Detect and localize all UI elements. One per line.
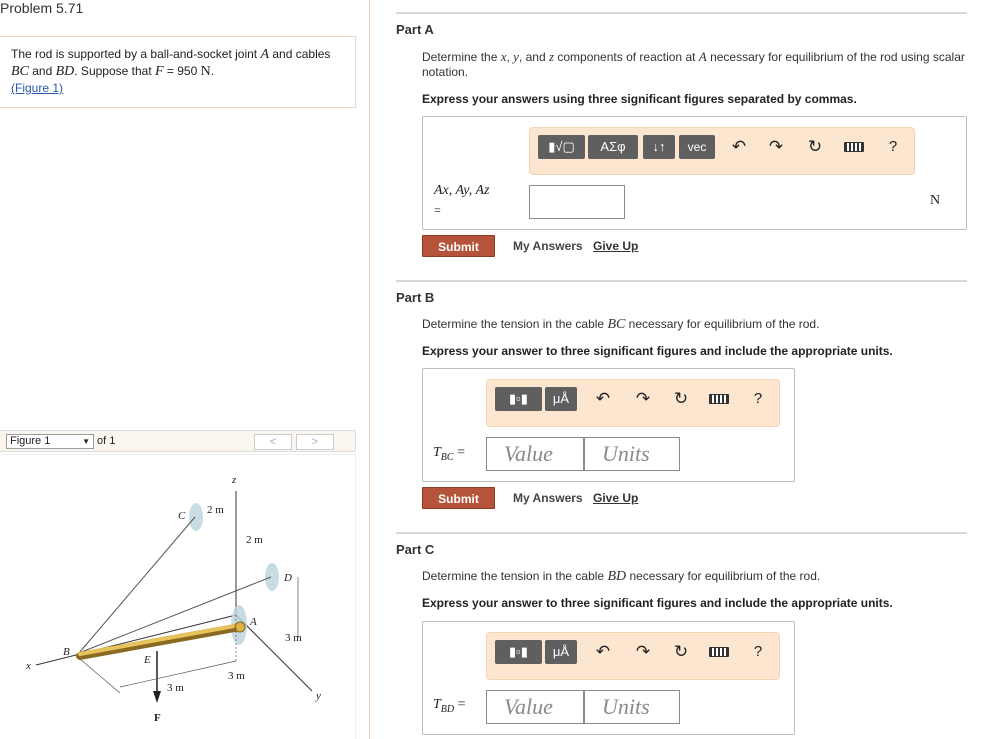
part-c-variable-label xyxy=(433,697,466,715)
figure-navigation-bar xyxy=(0,430,356,452)
problem-text-4: . Suppose that xyxy=(74,64,155,78)
dim-3m-b: 3 m xyxy=(228,670,245,682)
part-a-rule xyxy=(396,12,967,14)
problem-statement xyxy=(11,46,341,96)
template-icon: ▮▫▮ xyxy=(509,391,528,406)
part-a-instruction: Express your answers using three significant figures separated by commas. xyxy=(422,92,857,106)
column-divider xyxy=(369,0,370,739)
dim-2m-b: 2 m xyxy=(246,534,263,546)
part-c-q2: necessary for equilibrium of the rod. xyxy=(626,569,821,583)
part-a-qy: y xyxy=(513,49,519,64)
part-c-title: Part C xyxy=(396,542,435,557)
part-a-answer-input[interactable] xyxy=(529,185,625,219)
part-c-units-input[interactable]: Units xyxy=(584,690,680,724)
part-b-equals: = xyxy=(453,445,465,460)
part-a-q2: , xyxy=(506,50,514,64)
support-d xyxy=(265,563,279,591)
x-axis-label: x xyxy=(26,660,31,672)
part-c-instruction: Express your answer to three significant figures and include the appropriate units. xyxy=(422,596,893,610)
part-b-variable-label xyxy=(433,445,465,463)
rod-cable-figure xyxy=(0,455,356,739)
part-b-rule xyxy=(396,280,967,282)
part-c-var-t: T xyxy=(433,697,441,712)
problem-text-2: and cables xyxy=(269,47,331,61)
point-b-label: B xyxy=(63,646,70,658)
keyboard-icon[interactable] xyxy=(844,142,864,152)
dropdown-arrow-icon: ▼ xyxy=(82,437,90,446)
units-button[interactable]: μÅ xyxy=(545,387,577,411)
force-f-arrow-icon xyxy=(153,691,161,703)
part-b-var-t: T xyxy=(433,445,441,460)
part-a-equals: = xyxy=(434,203,441,217)
figure-select-value: Figure 1 xyxy=(10,435,51,447)
undo-icon[interactable]: ↶ xyxy=(595,389,611,408)
part-c-qv: BD xyxy=(607,569,627,584)
unit-n: N xyxy=(200,64,211,79)
part-a-toolbar xyxy=(529,127,915,175)
part-a-give-up[interactable]: Give Up xyxy=(593,239,639,253)
part-b-submit-button[interactable]: Submit xyxy=(422,487,495,509)
y-axis xyxy=(236,615,312,691)
part-c-toolbar xyxy=(486,632,780,680)
reset-icon[interactable]: ↻ xyxy=(673,389,689,408)
force-f-label: F xyxy=(154,712,161,724)
part-b-answer-box xyxy=(422,368,795,482)
vector-button[interactable]: vec xyxy=(679,135,715,159)
part-b-var-sub: BC xyxy=(440,451,454,463)
part-b-q2: necessary for equilibrium of the rod. xyxy=(625,317,820,331)
help-button[interactable]: ? xyxy=(753,390,763,407)
part-b-instruction: Express your answer to three significant figures and include the appropriate units. xyxy=(422,344,893,358)
problem-text-5: = 950 xyxy=(163,64,201,78)
part-a-my-answers[interactable]: My Answers xyxy=(513,239,583,253)
part-b-value-input[interactable]: Value xyxy=(486,437,584,471)
problem-statement-box xyxy=(0,36,356,108)
part-a-variable-label: Ax, Ay, Az xyxy=(434,183,490,198)
part-c-rule xyxy=(396,532,967,534)
problem-title: Problem 5.71 xyxy=(0,0,84,16)
ball-joint xyxy=(235,622,245,632)
keyboard-icon[interactable] xyxy=(709,394,729,404)
templates-button[interactable] xyxy=(538,135,585,159)
part-a-qx: x xyxy=(500,49,507,64)
var-bc: BC xyxy=(11,64,29,79)
part-a-q5: necessary for equilibrium of the rod using scalar notation. xyxy=(422,50,965,79)
part-c-equals: = xyxy=(454,697,466,712)
part-a-q4: components of reaction at xyxy=(554,50,699,64)
z-axis-label: z xyxy=(232,474,237,486)
figure-link[interactable]: (Figure 1) xyxy=(11,81,64,95)
part-b-qv: BC xyxy=(607,317,626,332)
part-c-q1: Determine the tension in the cable xyxy=(422,569,608,583)
keyboard-icon[interactable] xyxy=(709,647,729,657)
undo-icon[interactable]: ↶ xyxy=(595,642,611,661)
point-d-label: D xyxy=(284,572,292,584)
part-a-question xyxy=(422,49,967,80)
redo-icon[interactable]: ↷ xyxy=(635,389,651,408)
point-a-label: A xyxy=(250,616,257,628)
point-c-label: C xyxy=(178,510,186,522)
part-a-qa: A xyxy=(698,49,707,64)
cable-bc xyxy=(79,517,195,653)
help-button[interactable]: ? xyxy=(888,138,898,155)
figure-area xyxy=(0,454,356,739)
var-a: A xyxy=(260,47,270,62)
redo-icon[interactable]: ↷ xyxy=(768,137,784,156)
part-a-submit-button[interactable]: Submit xyxy=(422,235,495,257)
part-c-answer-box xyxy=(422,621,795,735)
part-b-title: Part B xyxy=(396,290,435,305)
rod-highlight xyxy=(80,625,240,654)
part-a-title: Part A xyxy=(396,22,434,37)
next-figure-button[interactable]: > xyxy=(296,434,334,450)
problem-text-3: and xyxy=(28,64,56,78)
part-b-toolbar xyxy=(486,379,780,427)
part-a-qz: z xyxy=(548,49,555,64)
part-b-q1: Determine the tension in the cable xyxy=(422,317,608,331)
part-b-question xyxy=(422,317,819,332)
y-axis-label: y xyxy=(316,690,321,702)
part-a-unit: N xyxy=(930,193,941,208)
dim-line-b xyxy=(80,659,120,693)
help-button[interactable]: ? xyxy=(753,643,763,660)
part-c-value-input[interactable]: Value xyxy=(486,690,584,724)
part-b-give-up[interactable]: Give Up xyxy=(593,491,639,505)
part-a-q1: Determine the xyxy=(422,50,501,64)
redo-icon[interactable]: ↷ xyxy=(635,642,651,661)
var-f: F xyxy=(155,64,164,79)
previous-figure-button[interactable]: < xyxy=(254,434,292,450)
part-b-units-input[interactable]: Units xyxy=(584,437,680,471)
template-icon: ▮▫▮ xyxy=(509,644,528,659)
undo-icon[interactable]: ↶ xyxy=(731,137,747,156)
subscript-superscript-button[interactable]: ↓↑ xyxy=(643,135,675,159)
templates-button[interactable] xyxy=(495,640,542,664)
problem-text-1: The rod is supported by a ball-and-socket joint xyxy=(11,47,261,61)
support-c xyxy=(189,503,203,531)
template-icon: ▮√▢ xyxy=(548,139,575,154)
dim-2m-a: 2 m xyxy=(207,504,224,516)
figure-select[interactable] xyxy=(6,434,94,449)
templates-button[interactable] xyxy=(495,387,542,411)
part-a-answer-box xyxy=(422,116,967,230)
part-a-q3: , and xyxy=(518,50,549,64)
reset-icon[interactable]: ↻ xyxy=(807,137,823,156)
reset-icon[interactable]: ↻ xyxy=(673,642,689,661)
problem-text-6: . xyxy=(210,64,215,78)
var-bd: BD xyxy=(55,64,75,79)
part-c-question xyxy=(422,569,820,584)
part-b-my-answers[interactable]: My Answers xyxy=(513,491,583,505)
units-button[interactable]: μÅ xyxy=(545,640,577,664)
figure-count: of 1 xyxy=(97,435,116,447)
dim-3m-c: 3 m xyxy=(167,682,184,694)
dim-3m-a: 3 m xyxy=(285,632,302,644)
part-c-var-sub: BD xyxy=(440,703,455,715)
greek-symbols-button[interactable]: ΑΣφ xyxy=(588,135,638,159)
point-e-label: E xyxy=(144,654,151,666)
